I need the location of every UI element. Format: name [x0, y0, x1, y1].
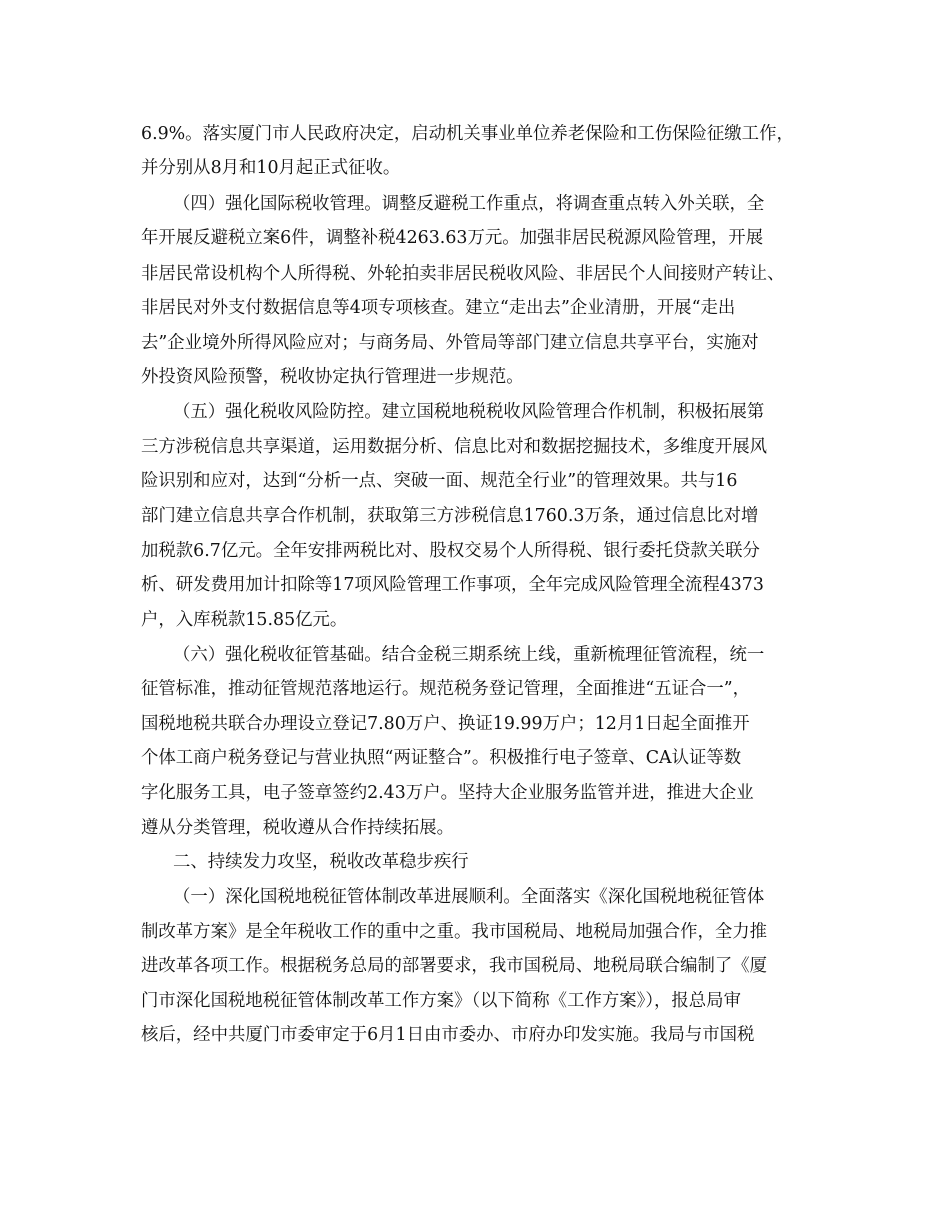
text-line: 部门建立信息共享合作机制，获取第三方涉税信息1760.3万条，通过信息比对增: [141, 506, 759, 526]
section-heading: 二、持续发力攻坚，税收改革稳步疾行: [173, 852, 469, 872]
text-line: 6.9%。落实厦门市人民政府决定，启动机关事业单位养老保险和工伤保险征缴工作，: [141, 124, 794, 144]
text-line: 去”企业境外所得风险应对；与商务局、外管局等部门建立信息共享平台，实施对: [141, 333, 759, 353]
text-line: 核后，经中共厦门市委审定于6月1日由市委办、市府办印发实施。我局与市国税: [141, 1025, 755, 1045]
text-line: 户，入库税款15.85亿元。: [141, 610, 348, 630]
paragraph-start-line: （六）强化税收征管基础。结合金税三期系统上线，重新梳理征管流程，统一: [173, 645, 765, 665]
text-line: 并分别从8月和10月起正式征收。: [141, 158, 401, 178]
text-line: 外投资风险预警，税收协定执行管理进一步规范。: [141, 367, 524, 387]
text-line: 进改革各项工作。根据税务总局的部署要求，我市国税局、地税局联合编制了《厦: [141, 956, 768, 976]
text-line: 个体工商户税务登记与营业执照“两证整合”。积极推行电子签章、CA认证等数: [141, 748, 742, 768]
text-line: 制改革方案》是全年税收工作的重中之重。我市国税局、地税局加强合作，全力推: [141, 922, 768, 942]
text-line: 加税款6.7亿元。全年安排两税比对、股权交易个人所得税、银行委托贷款关联分: [141, 541, 760, 561]
text-line: 征管标准，推动征管规范落地运行。规范税务登记管理，全面推进“五证合一”，: [141, 679, 751, 699]
text-line: 国税地税共联合办理设立登记7.80万户、换证19.99万户；12月1日起全面推开: [141, 714, 750, 734]
paragraph-start-line: （一）深化国税地税征管体制改革进展顺利。全面落实《深化国税地税征管体: [173, 887, 765, 907]
text-line: 非居民对外支付数据信息等4项专项核查。建立“走出去”企业清册，开展“走出: [141, 298, 736, 318]
paragraph-start-line: （五）强化税收风险防控。建立国税地税税收风险管理合作机制，积极拓展第: [173, 402, 765, 422]
text-line: 字化服务工具，电子签章签约2.43万户。坚持大企业服务监管并进，推进大企业: [141, 783, 754, 803]
text-line: 门市深化国税地税征管体制改革工作方案》（以下简称《工作方案》），报总局审: [141, 991, 741, 1011]
paragraph-start-line: （四）强化国际税收管理。调整反避税工作重点，将调查重点转入外关联，全: [173, 194, 765, 214]
text-line: 非居民常设机构个人所得税、外轮拍卖非居民税收风险、非居民个人间接财产转让、: [141, 264, 785, 284]
text-line: 析、研发费用加计扣除等17项风险管理工作事项，全年完成风险管理全流程4373: [141, 575, 764, 595]
text-line: 三方涉税信息共享渠道，运用数据分析、信息比对和数据挖掘技术，多维度开展风: [141, 437, 768, 457]
text-line: 遵从分类管理，税收遵从合作持续拓展。: [141, 818, 455, 838]
text-line: 年开展反避税立案6件，调整补税4263.63万元。加强非居民税源风险管理，开展: [141, 228, 764, 248]
text-line: 险识别和应对，达到“分析一点、突破一面、规范全行业”的管理效果。共与16: [141, 471, 738, 491]
